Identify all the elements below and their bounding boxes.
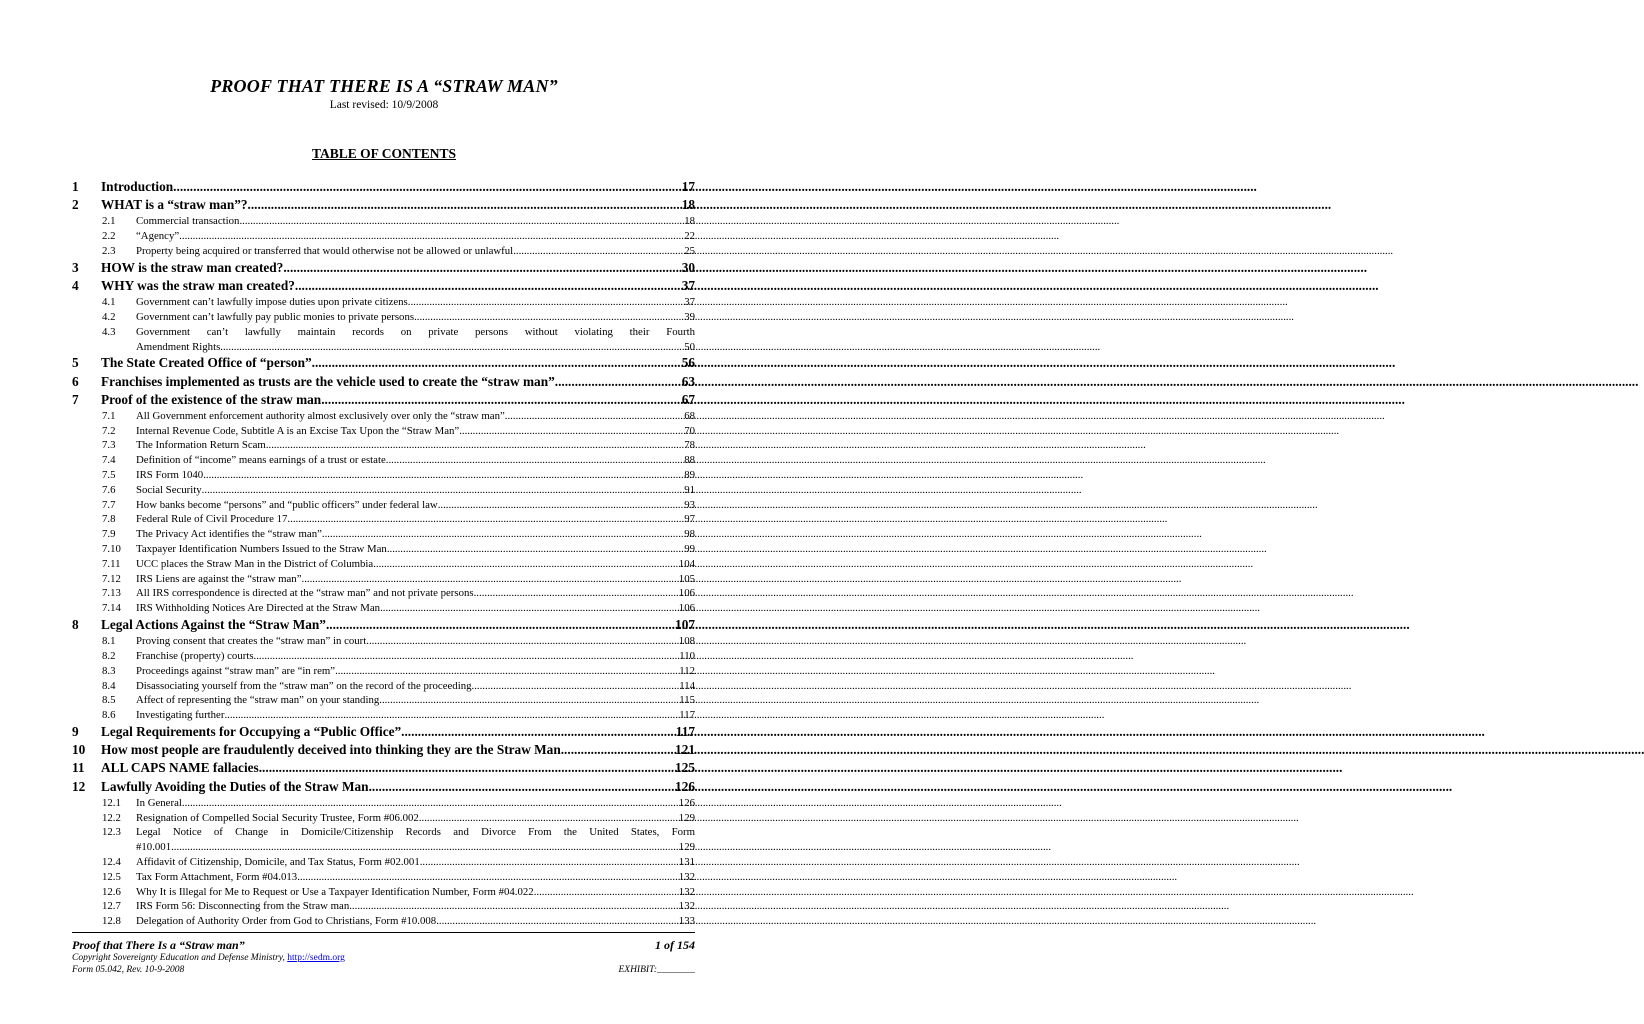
toc-entry[interactable] <box>72 244 695 259</box>
toc-leader-dots <box>474 586 679 601</box>
toc-leader-dots <box>414 310 684 325</box>
toc-entry-title: IRS Liens are against the “straw man” <box>136 572 302 585</box>
toc-entry[interactable] <box>72 259 695 277</box>
toc-entry[interactable] <box>72 196 695 214</box>
toc-entry-page: 106 <box>678 587 695 600</box>
toc-entry-page: 117 <box>675 724 695 740</box>
footer-divider <box>72 932 695 933</box>
toc-entry-number: 2.1 <box>102 215 116 228</box>
toc-entry[interactable] <box>72 778 695 796</box>
toc-entry[interactable] <box>72 572 695 587</box>
toc-entry[interactable] <box>72 483 695 498</box>
toc-entry-title: Proceedings against “straw man” are “in rem” <box>136 664 336 677</box>
toc-entry-number: 10 <box>72 742 86 758</box>
toc-leader-dots <box>436 914 679 929</box>
toc-entry-number: 4.2 <box>102 310 116 323</box>
toc-leader-dots <box>224 708 679 723</box>
toc-entry-page: 37 <box>681 277 695 293</box>
toc-leader-dots <box>248 196 682 214</box>
toc-entry-page: 89 <box>684 469 695 482</box>
toc-leader-dots <box>438 498 685 513</box>
toc-entry[interactable] <box>72 178 695 196</box>
toc-leader-dots <box>459 424 684 439</box>
toc-heading: TABLE OF CONTENTS <box>311 146 457 161</box>
last-revised: Last revised: 10/9/2008 <box>329 99 439 111</box>
toc-entry-page: 78 <box>684 439 695 452</box>
footer-copyright <box>72 953 345 963</box>
toc-entry-title-cont: #10.001 <box>136 841 172 854</box>
toc-entry[interactable] <box>72 759 695 777</box>
toc-entry[interactable] <box>72 468 695 483</box>
toc-entry-page: 70 <box>684 424 695 437</box>
toc-entry-title: IRS Withholding Notices Are Directed at the Straw Man <box>136 602 381 615</box>
footer-link[interactable]: http://sedm.org <box>287 953 345 963</box>
toc-leader-dots <box>369 778 675 796</box>
toc-entry-number: 12.1 <box>102 796 121 809</box>
toc-entry-title: Commercial transaction <box>136 215 240 228</box>
toc-entry-page: 93 <box>684 498 695 511</box>
toc-entry-number: 12.5 <box>102 870 121 883</box>
toc-entry-page: 39 <box>684 310 695 323</box>
footer-exhibit: EXHIBIT:________ <box>618 965 695 975</box>
toc-entry[interactable] <box>72 664 695 679</box>
toc-leader-dots <box>321 391 681 409</box>
toc-entry-page: 17 <box>681 179 695 194</box>
toc-entry-title: Definition of “income” means earnings of a trust or estate <box>136 454 386 467</box>
toc-leader-dots <box>326 616 675 634</box>
toc-entry-number: 2.2 <box>102 230 116 243</box>
toc-entry-page: 37 <box>684 296 695 309</box>
toc-entry-title: Property being acquired or transferred that would otherwise not be allowed or unlawful <box>136 244 514 257</box>
toc-entry-page: 68 <box>684 409 695 422</box>
toc-entry-title: All Government enforcement authority almost exclusively over only the “straw man” <box>136 409 505 422</box>
toc-entry-page: 132 <box>678 885 695 898</box>
toc-entry-number: 2.3 <box>102 244 116 257</box>
toc-entry[interactable] <box>72 899 695 914</box>
toc-leader-dots <box>202 483 685 498</box>
toc-entry-page: 133 <box>678 915 695 928</box>
toc-entry-page: 117 <box>679 709 695 722</box>
toc-leader-dots <box>254 649 680 664</box>
toc-entry[interactable] <box>72 885 695 900</box>
toc-entry[interactable] <box>72 391 695 409</box>
toc-entry-number: 12.4 <box>102 855 121 868</box>
toc-entry-title: Franchises implemented as trusts are the vehicle used to create the “straw man” <box>101 373 555 389</box>
toc-entry-number: 7.11 <box>102 557 121 570</box>
toc-entry-number: 8.3 <box>102 664 116 677</box>
toc-entry-number: 12.3 <box>102 826 121 839</box>
toc-leader-dots <box>182 796 679 811</box>
toc-leader-dots <box>287 512 684 527</box>
toc-entry-page: 97 <box>684 513 695 526</box>
toc-entry-title: The State Created Office of “person” <box>101 355 312 371</box>
toc-entry[interactable] <box>72 453 695 468</box>
toc-entry-number: 2 <box>72 197 79 213</box>
toc-entry-title: The Privacy Act identifies the “straw man” <box>136 528 322 541</box>
toc-entry-title: Lawfully Avoiding the Duties of the Straw Man <box>101 778 369 794</box>
toc-entry-page: 63 <box>681 373 695 389</box>
toc-entry-number: 8 <box>72 617 79 633</box>
toc-entry[interactable] <box>72 601 695 616</box>
toc-entry-title: Franchise (property) courts <box>136 650 254 663</box>
toc-leader-dots <box>513 244 684 259</box>
toc-entry-number: 7.14 <box>102 602 121 615</box>
toc-entry-number: 8.2 <box>102 650 116 663</box>
toc-leader-dots <box>373 557 679 572</box>
toc-entry-continuation[interactable] <box>72 340 695 355</box>
toc-entry-title: Disassociating yourself from the “straw man” on the record of the proceeding <box>136 679 472 692</box>
toc-entry-number: 8.1 <box>102 635 116 648</box>
toc-entry-page: 18 <box>684 215 695 228</box>
toc-entry-number: 7 <box>72 391 79 407</box>
toc-entry[interactable] <box>72 708 695 723</box>
toc-leader-dots <box>505 409 684 424</box>
toc-entry-number: 7.5 <box>102 469 116 482</box>
toc-entry-number: 4 <box>72 277 79 293</box>
toc-entry[interactable] <box>72 870 695 885</box>
toc-entry-number: 7.13 <box>102 587 121 600</box>
toc-entry-title: Taxpayer Identification Numbers Issued to the Straw Man <box>136 543 387 556</box>
toc-entry-number: 12 <box>72 778 86 794</box>
toc-entry-page: 107 <box>675 617 695 633</box>
toc-leader-dots <box>312 354 682 372</box>
toc-entry-number: 8.5 <box>102 694 116 707</box>
toc-entry-number: 5 <box>72 355 79 371</box>
toc-entry-page: 126 <box>678 796 695 809</box>
toc-entry[interactable] <box>72 512 695 527</box>
toc-entry[interactable] <box>72 557 695 572</box>
toc-entry-title: Affect of representing the “straw man” on your standing <box>136 694 380 707</box>
toc-entry-page: 88 <box>684 454 695 467</box>
toc-entry-title: ALL CAPS NAME fallacies <box>101 760 259 776</box>
toc-entry-page: 105 <box>678 572 695 585</box>
footer-form-number: Form 05.042, Rev. 10-9-2008 <box>72 965 185 975</box>
toc-entry[interactable] <box>72 796 695 811</box>
toc-entry[interactable] <box>72 527 695 542</box>
toc-entry-number: 12.6 <box>102 885 121 898</box>
toc-entry-continuation[interactable] <box>72 840 695 855</box>
toc-leader-dots <box>419 811 679 826</box>
toc-entry-title: UCC places the Straw Man in the District of Columbia <box>136 557 374 570</box>
toc-entry-title: Internal Revenue Code, Subtitle A is an Excise Tax Upon the “Straw Man” <box>136 424 460 437</box>
document-title: PROOF THAT THERE IS A “STRAW MAN” <box>210 76 558 96</box>
toc-leader-dots <box>266 438 684 453</box>
toc-leader-dots <box>295 277 682 295</box>
toc-entry-page: 114 <box>679 679 695 692</box>
toc-entry-title: Affidavit of Citizenship, Domicile, and Tax Status, Form #02.001 <box>136 855 420 868</box>
toc-leader-dots <box>283 259 681 277</box>
toc-entry-page: 104 <box>678 557 695 570</box>
toc-entry[interactable] <box>72 679 695 694</box>
toc-entry-page: 129 <box>678 841 695 854</box>
toc-leader-dots <box>335 664 679 679</box>
toc-entry-title: Tax Form Attachment, Form #04.013 <box>136 870 298 883</box>
toc-entry[interactable] <box>72 634 695 649</box>
toc-entry-title: Legal Notice of Change in Domicile/Citizenship Records and Divorce From the United States, Form <box>136 826 695 839</box>
toc-entry-title: The Information Return Scam <box>136 439 266 452</box>
toc-leader-dots <box>171 840 679 855</box>
toc-entry-title: Government can’t lawfully pay public monies to private persons <box>136 310 415 323</box>
toc-entry-title: Government can’t lawfully maintain records on private persons without violating their Fourth <box>136 325 695 338</box>
toc-entry-page: 126 <box>675 778 695 794</box>
table-of-contents <box>72 178 695 929</box>
toc-entry-title: IRS Form 56: Disconnecting from the Straw man <box>136 900 350 913</box>
toc-leader-dots <box>420 855 679 870</box>
toc-entry-page: 121 <box>675 742 695 758</box>
toc-entry[interactable] <box>72 542 695 557</box>
toc-entry-title: Legal Requirements for Occupying a “Public Office” <box>101 724 402 740</box>
toc-entry-page: 30 <box>681 259 695 275</box>
toc-entry-page: 91 <box>684 483 695 496</box>
toc-entry[interactable] <box>72 723 695 741</box>
toc-entry-title: HOW is the straw man created? <box>101 259 284 275</box>
toc-entry-page: 132 <box>678 870 695 883</box>
toc-entry-page: 22 <box>684 230 695 243</box>
toc-entry-title: How banks become “persons” and “public officers” under federal law <box>136 498 438 511</box>
toc-entry-page: 115 <box>679 694 695 707</box>
toc-entry-title: In General <box>136 796 182 809</box>
toc-leader-dots <box>387 542 684 557</box>
toc-entry-title: Resignation of Compelled Social Security Trustee, Form #06.002 <box>136 811 419 824</box>
toc-entry[interactable] <box>72 693 695 708</box>
toc-entry-page: 110 <box>679 650 695 663</box>
toc-entry-number: 7.12 <box>102 572 121 585</box>
toc-entry-title: Federal Rule of Civil Procedure 17 <box>136 513 288 526</box>
toc-entry-title: IRS Form 1040 <box>136 469 204 482</box>
toc-entry-number: 7.2 <box>102 424 116 437</box>
toc-entry-page: 129 <box>678 811 695 824</box>
toc-entry-number: 8.6 <box>102 709 116 722</box>
toc-entry[interactable] <box>72 741 695 759</box>
toc-leader-dots <box>408 295 684 310</box>
toc-entry-page: 131 <box>678 855 695 868</box>
toc-leader-dots <box>380 601 679 616</box>
toc-entry-title: Proving consent that creates the “straw man” in court <box>136 635 367 648</box>
toc-entry-page: 18 <box>681 197 695 213</box>
toc-entry-number: 7.6 <box>102 483 116 496</box>
toc-entry-title: How most people are fraudulently deceived into thinking they are the Straw Man <box>101 742 561 758</box>
toc-leader-dots <box>386 453 684 468</box>
toc-entry[interactable] <box>72 310 695 325</box>
toc-entry[interactable] <box>72 498 695 513</box>
toc-entry-page: 50 <box>684 340 695 353</box>
toc-entry[interactable] <box>72 354 695 372</box>
toc-leader-dots <box>366 634 679 649</box>
toc-entry-number: 4.3 <box>102 325 116 338</box>
toc-entry[interactable] <box>72 855 695 870</box>
toc-entry[interactable] <box>72 825 695 840</box>
footer-copyright-text: Copyright Sovereignty Education and Defense Ministry, <box>72 953 288 963</box>
toc-entry-page: 132 <box>678 900 695 913</box>
toc-entry[interactable] <box>72 229 695 244</box>
toc-entry-number: 12.7 <box>102 900 121 913</box>
toc-entry-number: 4.1 <box>102 296 116 309</box>
toc-entry[interactable] <box>72 424 695 439</box>
toc-entry-title: Delegation of Authority Order from God to Christians, Form #10.008 <box>136 915 437 928</box>
toc-entry-page: 25 <box>684 244 695 257</box>
toc-entry-number: 1 <box>72 179 79 194</box>
toc-leader-dots <box>259 759 675 777</box>
toc-leader-dots <box>561 741 675 759</box>
toc-entry-number: 7.7 <box>102 498 116 511</box>
toc-entry-page: 67 <box>681 391 695 407</box>
toc-leader-dots <box>349 899 679 914</box>
toc-entry[interactable] <box>72 914 695 929</box>
toc-entry-page: 56 <box>681 355 695 371</box>
toc-entry-number: 7.4 <box>102 454 116 467</box>
toc-leader-dots <box>173 178 682 196</box>
toc-leader-dots <box>179 229 684 244</box>
toc-leader-dots <box>401 723 676 741</box>
toc-entry-number: 7.10 <box>102 543 121 556</box>
toc-entry-page: 108 <box>678 635 695 648</box>
toc-leader-dots <box>239 214 684 229</box>
toc-entry-page: 98 <box>684 528 695 541</box>
toc-entry-title: WHY was the straw man created? <box>101 277 295 293</box>
toc-entry-title: WHAT is a “straw man”? <box>101 197 248 213</box>
toc-entry-title: Legal Actions Against the “Straw Man” <box>101 617 326 633</box>
toc-leader-dots <box>555 373 682 391</box>
toc-entry-title: Social Security <box>136 483 202 496</box>
toc-entry[interactable] <box>72 277 695 295</box>
toc-entry-title: Why It is Illegal for Me to Request or Use a Taxpayer Identification Number, Form #04.022 <box>136 885 534 898</box>
toc-entry-title: All IRS correspondence is directed at the “straw man” and not private persons <box>136 587 474 600</box>
toc-entry-number: 7.9 <box>102 528 116 541</box>
toc-entry[interactable] <box>72 325 695 340</box>
toc-entry[interactable] <box>72 373 695 391</box>
toc-entry-title: Investigating further <box>136 709 225 722</box>
toc-entry-number: 7.8 <box>102 513 116 526</box>
footer-page-number: 1 of 154 <box>655 938 695 952</box>
toc-leader-dots <box>379 693 679 708</box>
toc-entry-title: “Agency” <box>136 230 180 243</box>
toc-entry-number: 7.3 <box>102 439 116 452</box>
toc-entry-page: 125 <box>675 760 695 776</box>
toc-entry[interactable] <box>72 616 695 634</box>
toc-entry-page: 112 <box>679 664 695 677</box>
toc-entry-number: 6 <box>72 373 79 389</box>
toc-entry[interactable] <box>72 409 695 424</box>
toc-leader-dots <box>203 468 684 483</box>
toc-entry-number: 3 <box>72 259 79 275</box>
toc-leader-dots <box>534 885 679 900</box>
toc-entry-number: 12.8 <box>102 915 121 928</box>
document-page <box>0 0 768 1024</box>
toc-leader-dots <box>322 527 684 542</box>
toc-entry-page: 106 <box>678 602 695 615</box>
toc-leader-dots <box>297 870 679 885</box>
toc-entry-number: 11 <box>72 760 85 776</box>
toc-entry[interactable] <box>72 295 695 310</box>
toc-entry[interactable] <box>72 214 695 229</box>
toc-leader-dots <box>302 572 679 587</box>
toc-entry[interactable] <box>72 586 695 601</box>
toc-entry-title: Government can’t lawfully impose duties upon private citizens <box>136 296 408 309</box>
toc-entry-number: 7.1 <box>102 409 116 422</box>
toc-entry[interactable] <box>72 649 695 664</box>
toc-leader-dots <box>472 679 680 694</box>
toc-entry-page: 99 <box>684 543 695 556</box>
toc-entry-number: 12.2 <box>102 811 121 824</box>
toc-entry[interactable] <box>72 811 695 826</box>
toc-leader-dots <box>220 340 684 355</box>
toc-entry-title-cont: Amendment Rights <box>136 340 221 353</box>
toc-entry-title: Proof of the existence of the straw man <box>101 391 322 407</box>
toc-entry-number: 9 <box>72 724 79 740</box>
footer-title: Proof that There Is a “Straw man” <box>72 938 245 952</box>
toc-entry-number: 8.4 <box>102 679 116 692</box>
toc-entry-title: Introduction <box>101 179 174 194</box>
toc-entry[interactable] <box>72 438 695 453</box>
